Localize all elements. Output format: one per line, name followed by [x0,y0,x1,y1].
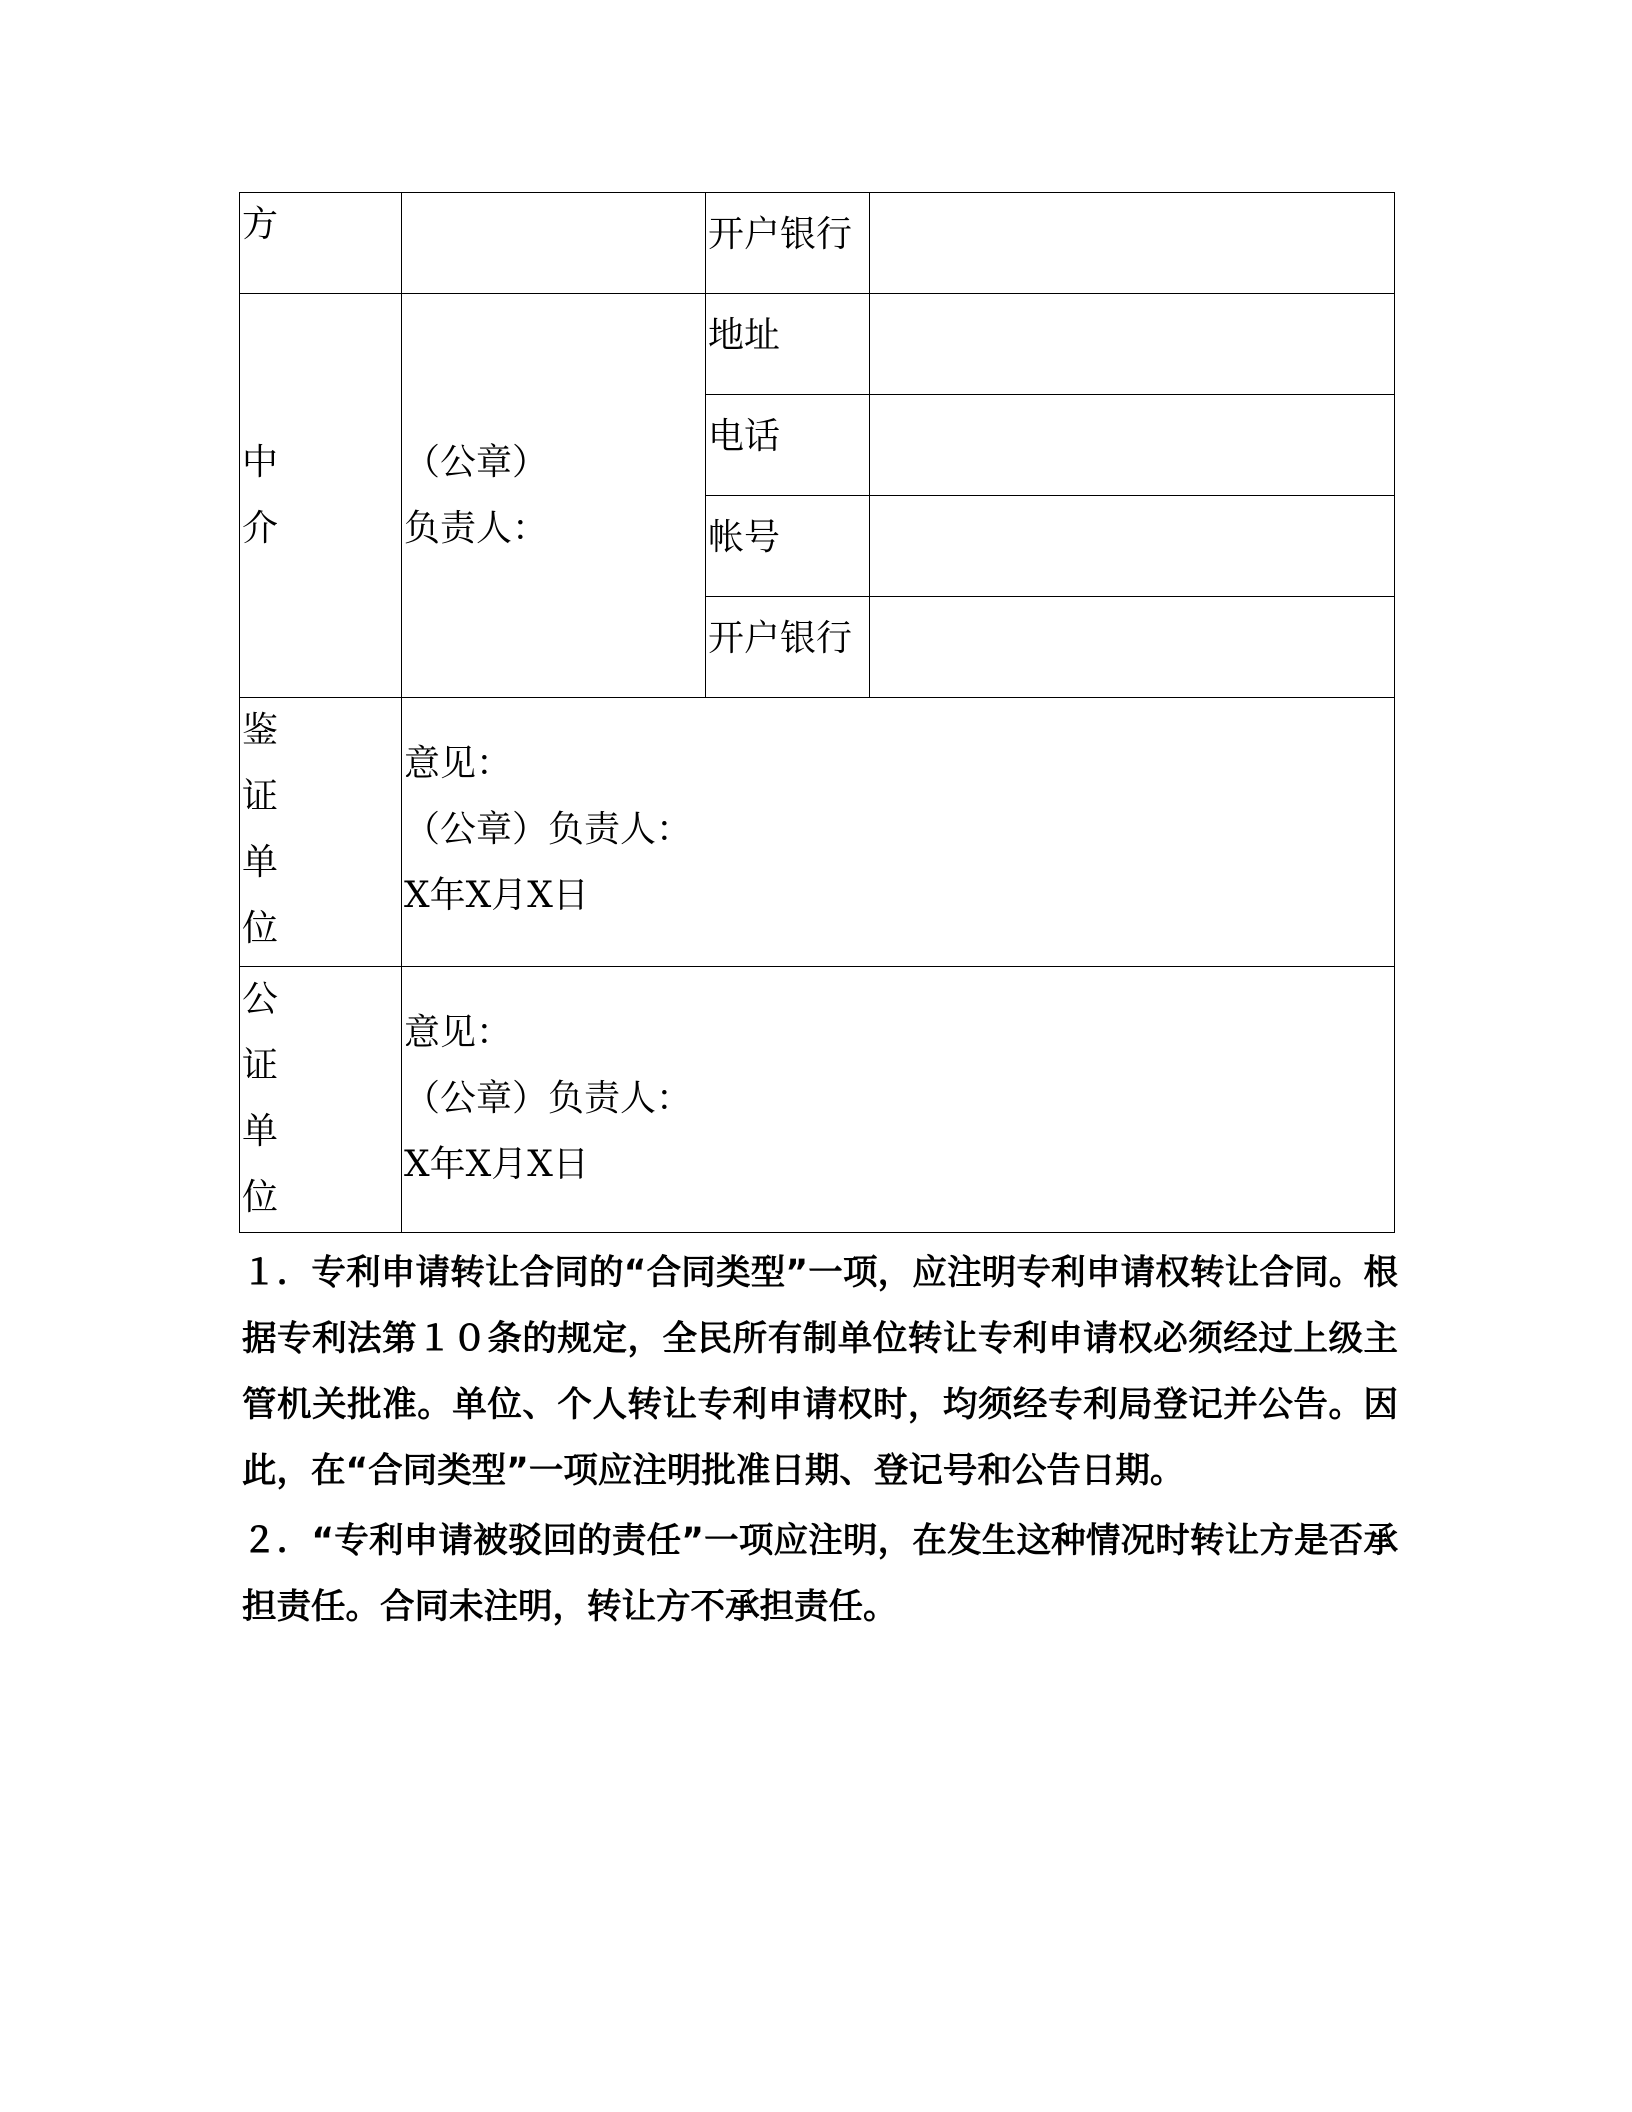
table-row [240,294,1395,395]
notarization-label-char: 位 [242,1176,279,1218]
notarization-seal-person: （公章）负责人： [404,1077,693,1119]
address-label: 地址 [708,315,781,357]
verification-label-cell [240,698,402,966]
verification-seal-person: （公章）负责人： [404,809,693,851]
note-paragraph: １．专利申请转让合同的“合同类型”一项，应注明专利申请权转让合同。根据专利法第１０条的规定，全民所有制单位转让专利申请权必须经过上级主管机关批准。单位、个人转让专利申请权时，均须经专利局登记并公告。因此，在“合同类型”一项应注明批准日期、登记号和公告日期。 [242,1253,1398,1491]
table-row [240,966,1395,1232]
notarization-content-cell [402,966,1395,1232]
intermediary-label-char: 介 [242,507,279,549]
verification-label-char: 证 [242,776,279,818]
table-row [240,698,1395,966]
verification-opinion: 意见： [404,743,513,785]
notarization-label-char: 公 [242,978,279,1020]
verification-label-char: 单 [242,842,279,884]
table-row [240,193,1395,294]
intermediary-person: 负责人： [404,507,549,549]
intermediary-bank-label: 开户银行 [708,618,853,660]
intermediary-label-char: 中 [242,441,279,483]
bank-value-cell [870,193,1395,294]
verification-date: X年X月X日 [404,875,589,917]
account-value-cell [870,496,1395,597]
verification-label-char: 位 [242,908,279,950]
notarization-label-char: 单 [242,1110,279,1152]
notes-section [242,1240,1398,1644]
bank-label-cell [706,193,870,294]
contract-signature-table [239,192,1395,1233]
notarization-opinion: 意见： [404,1011,513,1053]
address-label-cell [706,294,870,395]
party-blank-cell [402,193,706,294]
note-paragraph: ２．“专利申请被驳回的责任”一项应注明，在发生这种情况时转让方是否承担责任。合同未注明，转让方不承担责任。 [242,1521,1398,1627]
phone-label-cell [706,395,870,496]
intermediary-bank-label-cell [706,597,870,698]
notarization-date: X年X月X日 [404,1143,589,1185]
notarization-label-char: 证 [242,1044,279,1086]
party-label: 方 [242,204,279,245]
intermediary-seal-cell [402,294,706,698]
account-label: 帐号 [708,517,781,559]
phone-value-cell [870,395,1395,496]
bank-label: 开户银行 [708,214,853,255]
intermediary-bank-value-cell [870,597,1395,698]
intermediary-seal: （公章） [404,441,549,483]
phone-label: 电话 [708,416,781,458]
verification-content-cell [402,698,1395,966]
account-label-cell [706,496,870,597]
party-label-cell [240,193,402,294]
intermediary-label-cell [240,294,402,698]
notarization-label-cell [240,966,402,1232]
verification-label-char: 鉴 [242,710,279,752]
address-value-cell [870,294,1395,395]
